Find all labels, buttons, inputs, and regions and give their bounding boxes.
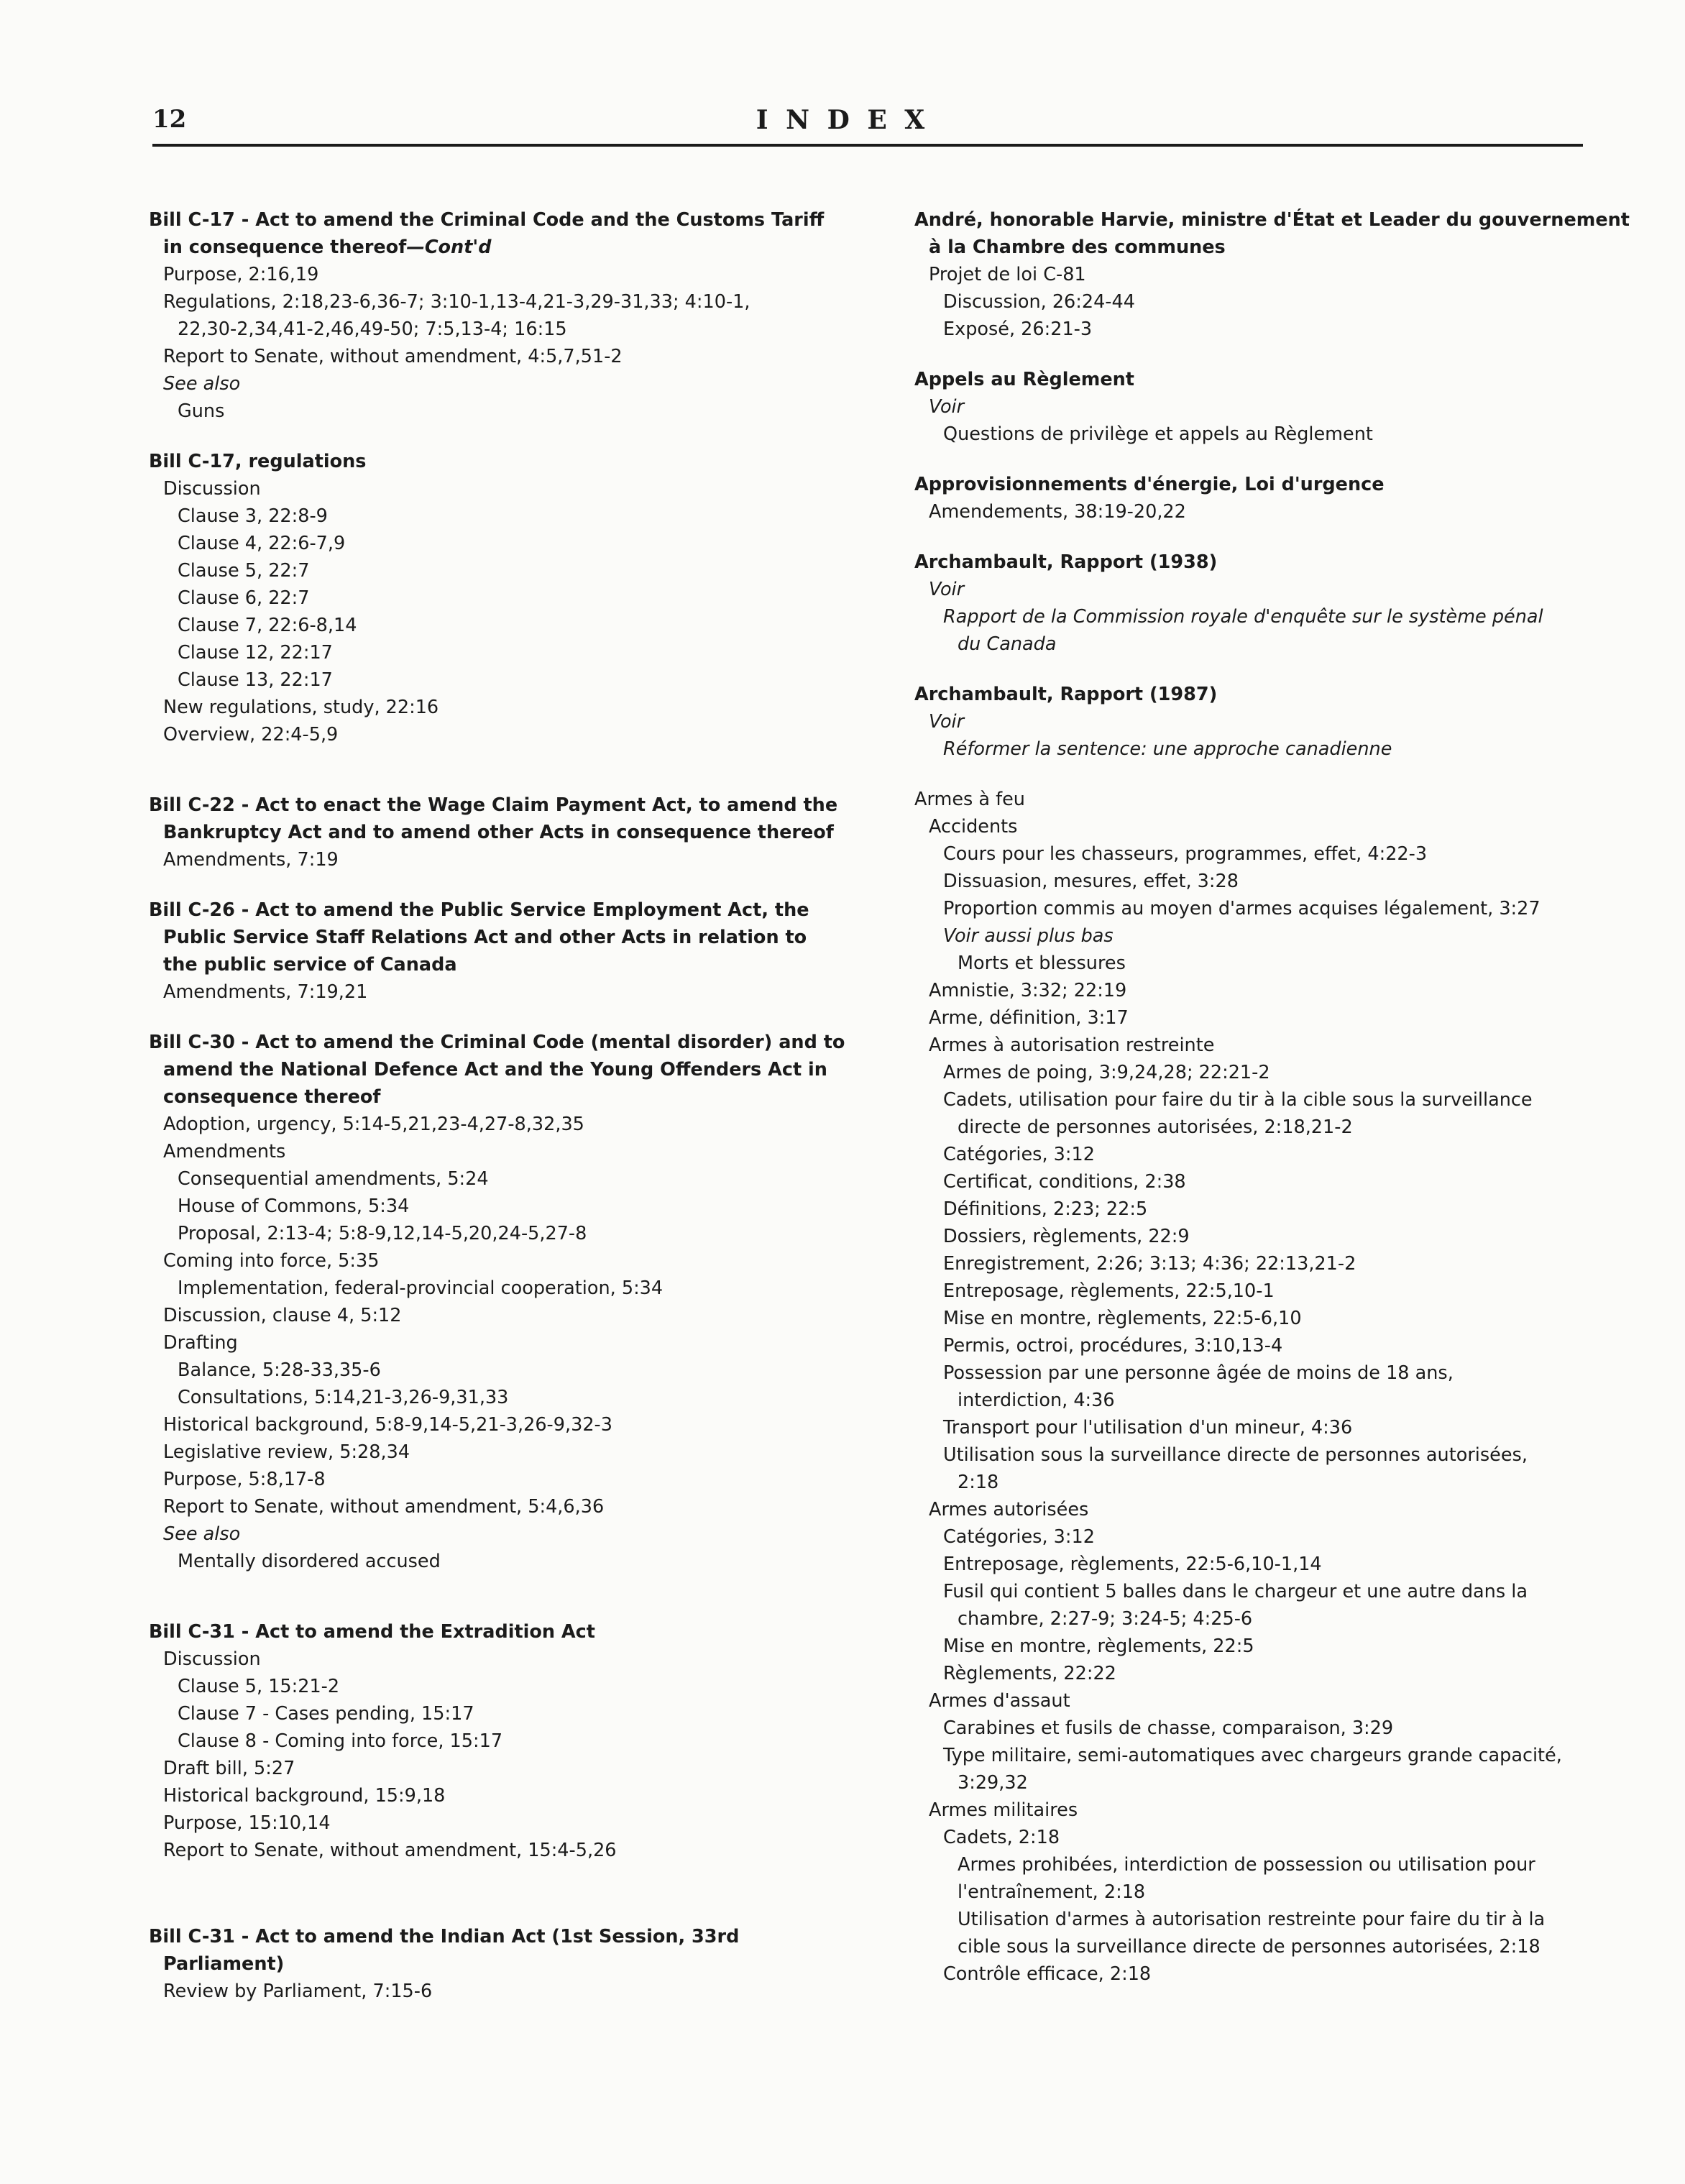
index-column-left (149, 206, 868, 2068)
index-subentry: Historical background, 15:9,18 (163, 1785, 446, 1807)
index-subentry: Mentally disordered accused (178, 1551, 441, 1572)
index-subentry: Discussion, clause 4, 5:12 (163, 1305, 402, 1326)
index-subentry: Discussion (163, 1648, 261, 1670)
index-heading: Appels au Règlement (914, 369, 1134, 390)
index-subentry: Catégories, 3:12 (943, 1144, 1095, 1165)
index-subentry: Armes militaires (929, 1799, 1078, 1821)
index-heading: Approvisionnements d'énergie, Loi d'urgence (914, 474, 1385, 495)
page-header: I N D E X (756, 105, 929, 135)
index-subentry: Morts et blessures (958, 953, 1126, 974)
index-subentry: Cadets, utilisation pour faire du tir à la cible sous la surveillance (943, 1089, 1533, 1111)
index-subentry: Report to Senate, without amendment, 4:5,7,51-2 (163, 346, 623, 367)
index-subentry: Amendments, 7:19 (163, 849, 339, 871)
index-subentry: Amnistie, 3:32; 22:19 (929, 980, 1127, 1001)
index-subentry: du Canada (958, 633, 1057, 655)
index-subentry: Armes prohibées, interdiction de possession ou utilisation pour (958, 1854, 1535, 1876)
index-subentry: 22,30-2,34,41-2,46,49-50; 7:5,13-4; 16:15 (178, 318, 567, 340)
index-column-right (914, 206, 1633, 2011)
index-subentry: in consequence thereof—Cont'd (163, 237, 492, 258)
index-subentry: Clause 4, 22:6-7,9 (178, 533, 346, 554)
index-subentry: Coming into force, 5:35 (163, 1250, 380, 1272)
index-subentry: Accidents (929, 816, 1018, 838)
index-subentry: Dossiers, règlements, 22:9 (943, 1226, 1190, 1247)
index-subentry: cible sous la surveillance directe de personnes autorisées, 2:18 (958, 1936, 1541, 1958)
continued-marker: —Cont'd (406, 237, 492, 258)
index-subentry: Implementation, federal-provincial cooperation, 5:34 (178, 1277, 664, 1299)
index-subentry: consequence thereof (163, 1086, 381, 1108)
index-subentry: Armes à autorisation restreinte (929, 1034, 1215, 1056)
index-entry (914, 366, 1633, 448)
index-entry (149, 792, 868, 873)
index-subentry: Certificat, conditions, 2:38 (943, 1171, 1186, 1193)
index-subentry: Amendments, 7:19,21 (163, 981, 368, 1003)
index-subentry: Catégories, 3:12 (943, 1526, 1095, 1548)
index-heading: Bill C-17, regulations (149, 451, 367, 472)
index-subentry: à la Chambre des communes (929, 237, 1226, 258)
index-subentry: Clause 5, 22:7 (178, 560, 310, 582)
index-heading: Armes à feu (914, 789, 1025, 810)
index-heading: Bill C-31 - Act to amend the Extradition Act (149, 1621, 595, 1643)
index-subentry: Type militaire, semi-automatiques avec chargeurs grande capacité, (943, 1745, 1562, 1766)
index-subentry: Regulations, 2:18,23-6,36-7; 3:10-1,13-4,21-3,29-31,33; 4:10-1, (163, 291, 750, 313)
index-subentry: Voir (929, 396, 965, 418)
index-subentry: Rapport de la Commission royale d'enquête sur le système pénal (943, 606, 1543, 628)
index-subentry: Discussion (163, 478, 261, 500)
index-subentry: Fusil qui contient 5 balles dans le chargeur et une autre dans la (943, 1581, 1528, 1602)
index-heading: Bill C-22 - Act to enact the Wage Claim Payment Act, to amend the (149, 794, 838, 816)
index-entry (149, 896, 868, 1006)
index-entry (914, 681, 1633, 763)
index-heading: Archambault, Rapport (1938) (914, 551, 1218, 573)
index-entry (149, 1618, 868, 1864)
index-subentry: Purpose, 15:10,14 (163, 1812, 331, 1834)
index-subentry: 3:29,32 (958, 1772, 1028, 1794)
index-subentry: Permis, octroi, procédures, 3:10,13-4 (943, 1335, 1283, 1357)
index-subentry: Mise en montre, règlements, 22:5-6,10 (943, 1308, 1302, 1329)
index-subentry: Voir (929, 579, 965, 600)
index-subentry: Amendments (163, 1141, 286, 1162)
index-subentry: Clause 5, 15:21-2 (178, 1676, 340, 1697)
index-subentry: Historical background, 5:8-9,14-5,21-3,26-9,32-3 (163, 1414, 612, 1436)
index-subentry: Armes de poing, 3:9,24,28; 22:21-2 (943, 1062, 1270, 1083)
index-subentry: Utilisation sous la surveillance directe de personnes autorisées, (943, 1444, 1528, 1466)
index-subentry: Consultations, 5:14,21-3,26-9,31,33 (178, 1387, 509, 1408)
index-subentry: Règlements, 22:22 (943, 1663, 1116, 1684)
index-subentry: Draft bill, 5:27 (163, 1758, 295, 1779)
index-heading: Archambault, Rapport (1987) (914, 684, 1218, 705)
index-subentry: Arme, définition, 3:17 (929, 1007, 1129, 1029)
index-subentry: Purpose, 5:8,17-8 (163, 1469, 326, 1490)
index-subentry: See also (163, 1523, 241, 1545)
index-subentry: Discussion, 26:24-44 (943, 291, 1135, 313)
index-subentry: Clause 3, 22:8-9 (178, 505, 328, 527)
index-subentry: Définitions, 2:23; 22:5 (943, 1198, 1148, 1220)
index-subentry: Questions de privilège et appels au Règlement (943, 423, 1373, 445)
index-subentry: Entreposage, règlements, 22:5-6,10-1,14 (943, 1554, 1322, 1575)
index-subentry: directe de personnes autorisées, 2:18,21-2 (958, 1116, 1353, 1138)
index-subentry: Clause 6, 22:7 (178, 587, 310, 609)
index-subentry: Drafting (163, 1332, 238, 1354)
index-entry (914, 206, 1633, 343)
index-entry (149, 1029, 868, 1575)
index-subentry: Clause 12, 22:17 (178, 642, 333, 664)
index-subentry: l'entraînement, 2:18 (958, 1881, 1146, 1903)
index-subentry: Clause 7, 22:6-8,14 (178, 615, 357, 636)
index-subentry: Consequential amendments, 5:24 (178, 1168, 489, 1190)
index-subentry: Review by Parliament, 7:15-6 (163, 1981, 433, 2002)
index-subentry: Mise en montre, règlements, 22:5 (943, 1635, 1254, 1657)
index-subentry: Entreposage, règlements, 22:5,10-1 (943, 1280, 1275, 1302)
index-entry (149, 206, 868, 425)
index-subentry: the public service of Canada (163, 954, 457, 976)
index-subentry: interdiction, 4:36 (958, 1390, 1115, 1411)
index-subentry: Overview, 22:4-5,9 (163, 724, 339, 745)
index-subentry: Voir aussi plus bas (943, 925, 1114, 947)
index-entry (914, 549, 1633, 658)
index-subentry: Exposé, 26:21-3 (943, 318, 1093, 340)
index-subentry: 2:18 (958, 1472, 999, 1493)
index-subentry: Voir (929, 711, 965, 733)
index-subentry: Réformer la sentence: une approche canadienne (943, 738, 1392, 760)
index-subentry: Utilisation d'armes à autorisation restreinte pour faire du tir à la (958, 1909, 1546, 1930)
index-subentry: Clause 7 - Cases pending, 15:17 (178, 1703, 474, 1725)
index-subentry: Report to Senate, without amendment, 5:4,6,36 (163, 1496, 605, 1518)
index-subentry: Report to Senate, without amendment, 15:4-5,26 (163, 1840, 617, 1861)
index-entry (149, 1923, 868, 2005)
index-subentry: Purpose, 2:16,19 (163, 264, 319, 285)
index-entry (149, 448, 868, 748)
index-subentry: Cours pour les chasseurs, programmes, effet, 4:22-3 (943, 843, 1428, 865)
index-subentry: Public Service Staff Relations Act and other Acts in relation to (163, 927, 807, 948)
page-number: 12 (152, 105, 187, 134)
index-subentry: Possession par une personne âgée de moins de 18 ans, (943, 1362, 1454, 1384)
index-subentry: Enregistrement, 2:26; 3:13; 4:36; 22:13,21-2 (943, 1253, 1356, 1275)
index-subentry: Dissuasion, mesures, effet, 3:28 (943, 871, 1239, 892)
index-entry (914, 786, 1633, 1988)
index-subentry: Armes d'assaut (929, 1690, 1070, 1712)
index-subentry: Carabines et fusils de chasse, comparaison, 3:29 (943, 1717, 1394, 1739)
index-subentry: Amendements, 38:19-20,22 (929, 501, 1186, 523)
index-subentry: Transport pour l'utilisation d'un mineur, 4:36 (943, 1417, 1353, 1439)
index-subentry: Cadets, 2:18 (943, 1827, 1060, 1848)
index-subentry: Proposal, 2:13-4; 5:8-9,12,14-5,20,24-5,27-8 (178, 1223, 587, 1244)
index-subentry: Legislative review, 5:28,34 (163, 1441, 410, 1463)
index-subentry: Balance, 5:28-33,35-6 (178, 1359, 381, 1381)
index-subentry: House of Commons, 5:34 (178, 1196, 410, 1217)
index-subentry: Guns (178, 400, 225, 422)
index-heading: Bill C-31 - Act to amend the Indian Act (1st Session, 33rd (149, 1926, 740, 1947)
index-subentry: See also (163, 373, 241, 395)
index-subentry: Clause 8 - Coming into force, 15:17 (178, 1730, 503, 1752)
header-rule (152, 144, 1583, 147)
index-heading: Bill C-26 - Act to amend the Public Service Employment Act, the (149, 899, 809, 921)
index-subentry: Armes autorisées (929, 1499, 1089, 1520)
index-subentry: Adoption, urgency, 5:14-5,21,23-4,27-8,32,35 (163, 1114, 584, 1135)
index-subentry: Proportion commis au moyen d'armes acquises légalement, 3:27 (943, 898, 1541, 919)
index-subentry: chambre, 2:27-9; 3:24-5; 4:25-6 (958, 1608, 1253, 1630)
index-heading: Bill C-17 - Act to amend the Criminal Code and the Customs Tariff (149, 209, 825, 231)
index-subentry: Clause 13, 22:17 (178, 669, 333, 691)
index-heading: Bill C-30 - Act to amend the Criminal Code (mental disorder) and to (149, 1032, 845, 1053)
index-subentry: New regulations, study, 22:16 (163, 697, 439, 718)
index-heading: André, honorable Harvie, ministre d'État et Leader du gouvernement (914, 209, 1630, 231)
index-subentry: Bankruptcy Act and to amend other Acts in consequence thereof (163, 822, 834, 843)
index-subentry: Contrôle efficace, 2:18 (943, 1963, 1152, 1985)
index-subentry: Parliament) (163, 1953, 285, 1975)
index-subentry: Projet de loi C-81 (929, 264, 1086, 285)
index-subentry: amend the National Defence Act and the Young Offenders Act in (163, 1059, 827, 1080)
index-entry (914, 471, 1633, 526)
